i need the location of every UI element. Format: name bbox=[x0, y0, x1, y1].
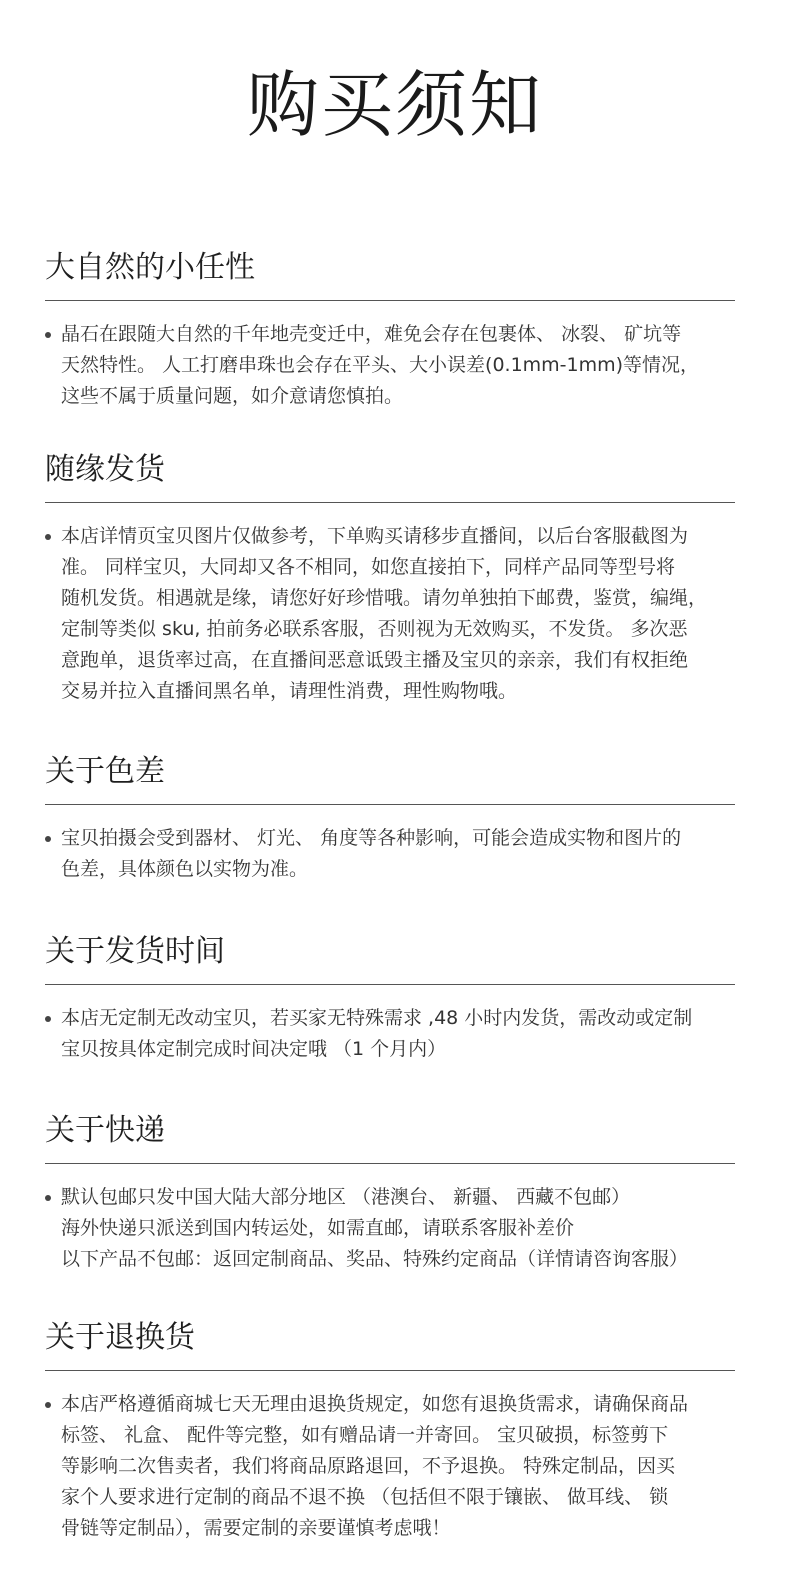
section-divider bbox=[45, 984, 735, 985]
paragraph-line: 本店详情页宝贝图片仅做参考，下单购买请移步直播间，以后台客服截图为 bbox=[61, 525, 689, 547]
section-paragraph bbox=[45, 1003, 735, 1065]
section-heading: 关于色差 bbox=[45, 754, 165, 789]
paragraph-line: 准。 同样宝贝，大同却又各不相同，如您直接拍下，同样产品同等型号将 bbox=[61, 556, 676, 578]
paragraph-line: 骨链等定制品），需要定制的亲要谨慎考虑哦！ bbox=[61, 1517, 451, 1539]
section-color-difference bbox=[45, 752, 735, 885]
section-heading: 关于发货时间 bbox=[45, 934, 225, 969]
section-express-delivery bbox=[45, 1111, 735, 1275]
paragraph-line: 等影响二次售卖者，我们将商品原路退回，不予退换。 特殊定制品，因买 bbox=[61, 1455, 676, 1477]
paragraph-line: 以下产品不包邮：返回定制商品、奖品、特殊约定商品（详情请咨询客服） bbox=[61, 1248, 689, 1270]
paragraph-line: 随机发货。相遇就是缘，请您好好珍惜哦。请勿单独拍下邮费，鉴赏，编绳， bbox=[61, 587, 708, 609]
section-paragraph bbox=[45, 823, 735, 885]
bullet-dot-icon bbox=[45, 836, 51, 842]
section-heading: 大自然的小任性 bbox=[45, 250, 255, 285]
section-divider bbox=[45, 300, 735, 301]
section-heading: 关于退换货 bbox=[45, 1320, 195, 1355]
bullet-dot-icon bbox=[45, 1016, 51, 1022]
section-divider bbox=[45, 502, 735, 503]
bullet-dot-icon bbox=[45, 1402, 51, 1408]
section-nature bbox=[45, 248, 735, 412]
paragraph-line: 色差，具体颜色以实物为准。 bbox=[61, 858, 309, 880]
section-paragraph bbox=[45, 1182, 735, 1275]
bullet-dot-icon bbox=[45, 1195, 51, 1201]
bullet-dot-icon bbox=[45, 534, 51, 540]
paragraph-line: 交易并拉入直播间黑名单，请理性消费，理性购物哦。 bbox=[61, 680, 518, 702]
paragraph-line: 晶石在跟随大自然的千年地壳变迁中，难免会存在包裹体、 冰裂、 矿坑等 bbox=[61, 323, 682, 345]
section-heading: 关于快递 bbox=[45, 1113, 165, 1148]
paragraph-line: 这些不属于质量问题，如介意请您慎拍。 bbox=[61, 385, 404, 407]
paragraph-line: 天然特性。 人工打磨串珠也会存在平头、大小误差(0.1mm-1mm)等情况， bbox=[61, 354, 700, 376]
paragraph-line: 本店严格遵循商城七天无理由退换货规定，如您有退换货需求，请确保商品 bbox=[61, 1393, 689, 1415]
section-divider bbox=[45, 1163, 735, 1164]
section-shipping-time bbox=[45, 932, 735, 1065]
page-title: 购买须知 bbox=[246, 63, 543, 147]
section-paragraph bbox=[45, 319, 735, 412]
paragraph-line: 海外快递只派送到国内转运处，如需直邮，请联系客服补差价 bbox=[61, 1217, 575, 1239]
paragraph-line: 意跑单，退货率过高，在直播间恶意诋毁主播及宝贝的亲亲，我们有权拒绝 bbox=[61, 649, 689, 671]
section-divider bbox=[45, 1370, 735, 1371]
paragraph-line: 默认包邮只发中国大陆大部分地区 （港澳台、 新疆、 西藏不包邮） bbox=[61, 1186, 631, 1208]
paragraph-line: 家个人要求进行定制的商品不退不换 （包括但不限于镶嵌、 做耳线、 锁 bbox=[61, 1486, 669, 1508]
section-random-shipping bbox=[45, 450, 735, 707]
paragraph-line: 标签、 礼盒、 配件等完整，如有赠品请一并寄回。 宝贝破损，标签剪下 bbox=[61, 1424, 669, 1446]
paragraph-line: 定制等类似 sku, 拍前务必联系客服，否则视为无效购买，不发货。 多次恶 bbox=[61, 618, 688, 640]
section-paragraph bbox=[45, 1389, 735, 1544]
section-divider bbox=[45, 804, 735, 805]
paragraph-line: 宝贝拍摄会受到器材、 灯光、 角度等各种影响，可能会造成实物和图片的 bbox=[61, 827, 682, 849]
paragraph-line: 宝贝按具体定制完成时间决定哦 （1 个月内） bbox=[61, 1038, 447, 1060]
section-heading: 随缘发货 bbox=[45, 452, 165, 487]
paragraph-line: 本店无定制无改动宝贝，若买家无特殊需求 ,48 小时内发货，需改动或定制 bbox=[61, 1007, 693, 1029]
section-paragraph bbox=[45, 521, 735, 707]
bullet-dot-icon bbox=[45, 332, 51, 338]
section-returns-exchanges bbox=[45, 1318, 735, 1544]
